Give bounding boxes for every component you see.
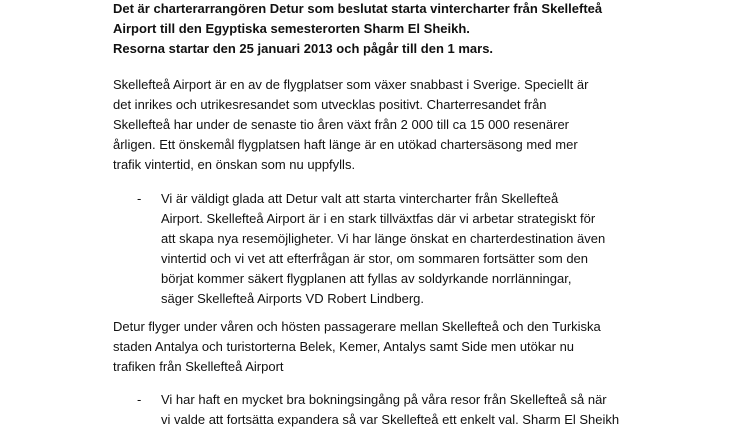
paragraph-line: Skellefteå har under de senaste tio åren växt från 2 000 till ca 15 000 resenärer	[113, 117, 570, 132]
quote-line: vintertid och vi vet att efterfrågan är stor, om sommaren fortsätter som den	[161, 251, 589, 266]
quote-line: att skapa nya resemöjligheter. Vi har länge önskat en charterdestination även	[161, 231, 606, 246]
quote-dash-marker: -	[137, 191, 142, 206]
paragraph-line: det inrikes och utrikesresandet som utvecklas positivt. Charterresandet från	[113, 97, 547, 112]
paragraph-line: Skellefteå Airport är en av de flygplatser som växer snabbast i Sverige. Speciellt är	[113, 77, 589, 92]
quote-paragraph-1	[161, 189, 721, 309]
paragraph-line: årligen. Ett önskemål flygplatsen haft länge är en utökad chartersäsong med mer	[113, 137, 578, 152]
intro-bold-paragraph	[113, 0, 713, 59]
intro-line: Det är charterarrangören Detur som beslutat starta vintercharter från Skellefteå	[113, 1, 603, 16]
paragraph-line: Detur flyger under våren och hösten passagerare mellan Skellefteå och den Turkiska	[113, 319, 601, 334]
paragraph-line: staden Antalya och turistorterna Belek, Kemer, Antalys samt Side men utökar nu	[113, 339, 575, 354]
paragraph-line: trafiken från Skellefteå Airport	[113, 359, 284, 374]
intro-line: Airport till den Egyptiska semesterorten Sharm El Sheikh.	[113, 21, 470, 36]
quote-dash-marker: -	[137, 392, 142, 407]
quote-line: vi valde att fortsätta expandera så var Skellefteå ett enkelt val. Sharm El Sheikh	[161, 412, 620, 427]
quote-line: börjat kommer säkert flygplanen att fyllas av soldyrkande norrlänningar,	[161, 271, 572, 286]
body-paragraph-1	[113, 75, 713, 175]
quote-line: säger Skellefteå Airports VD Robert Lindberg.	[161, 291, 425, 306]
quote-line: Vi är väldigt glada att Detur valt att starta vintercharter från Skellefteå	[161, 191, 559, 206]
quote-line: Vi har haft en mycket bra bokningsingång på våra resor från Skellefteå så när	[161, 392, 607, 407]
intro-line: Resorna startar den 25 januari 2013 och pågår till den 1 mars.	[113, 41, 494, 56]
quote-paragraph-2	[161, 390, 721, 430]
paragraph-line: trafik vintertid, en önskan som nu uppfylls.	[113, 157, 356, 172]
body-paragraph-2	[113, 317, 713, 377]
quote-line: Airport. Skellefteå Airport är i en stark tillväxtfas där vi arbetar strategiskt för	[161, 211, 596, 226]
